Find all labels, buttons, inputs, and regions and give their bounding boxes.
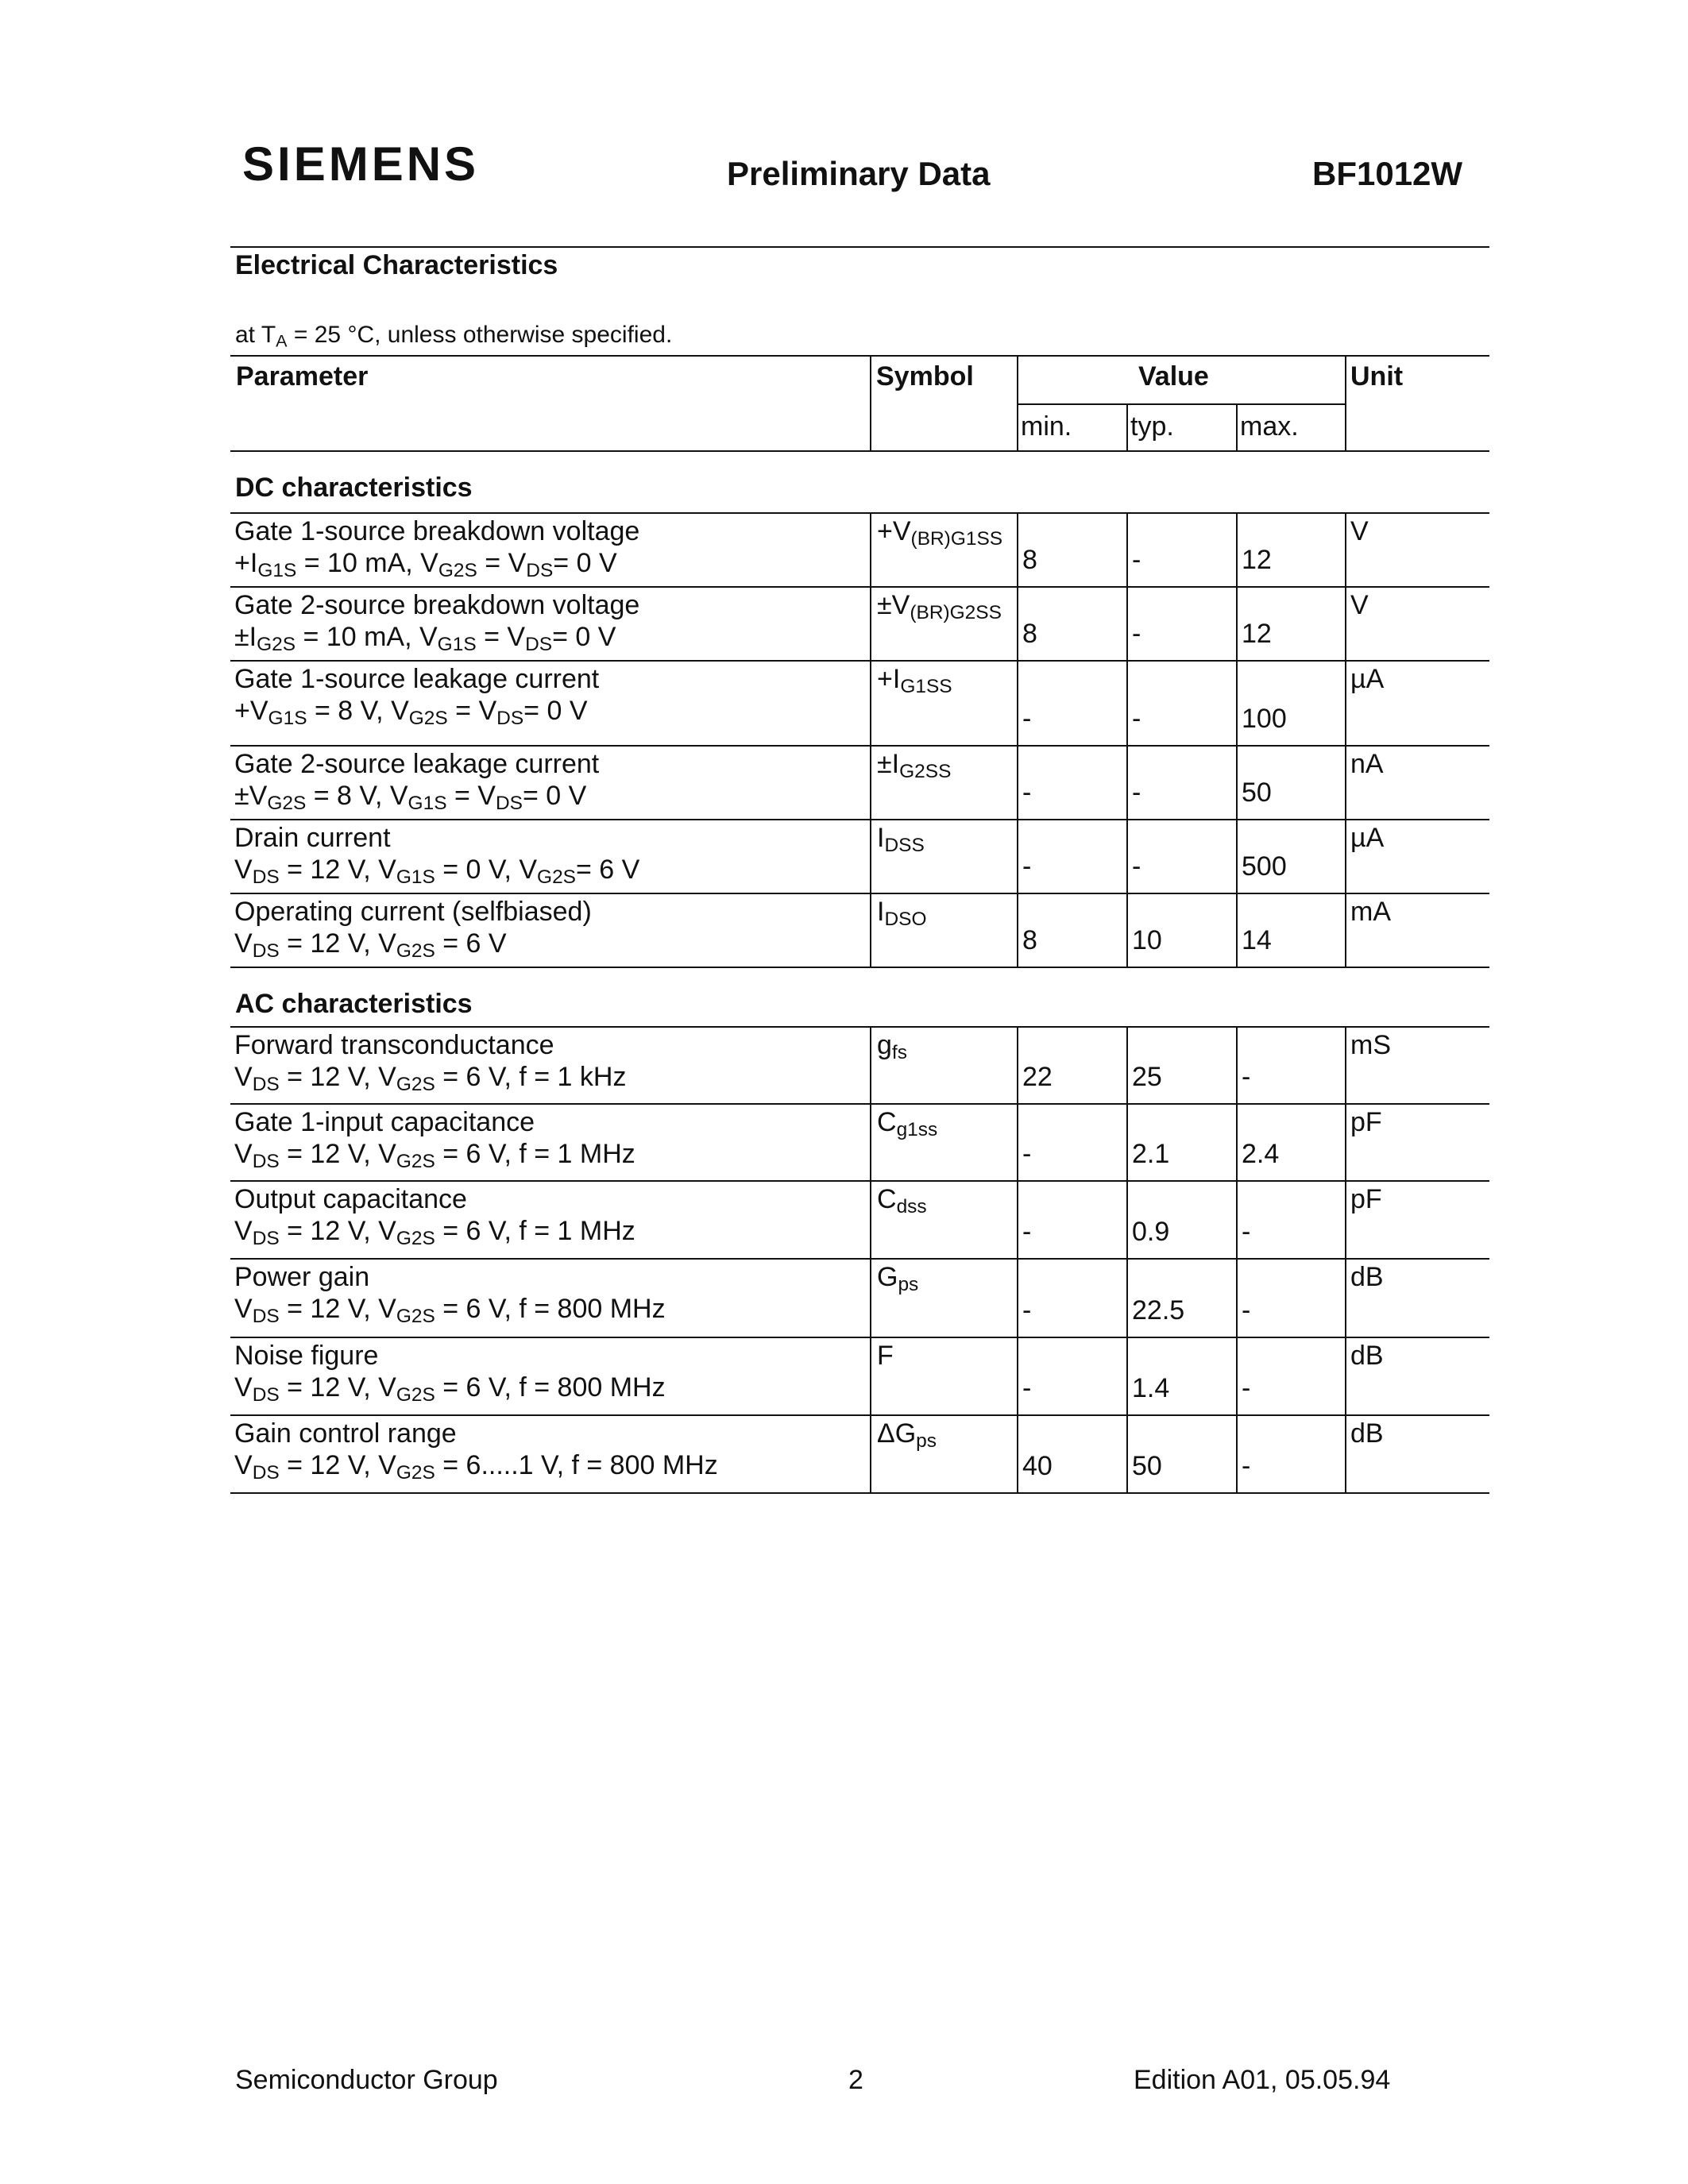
ac-row-param-condition: $V_{DS} = 12$ V, $V_{G2S} = 6$ V, f = 800 MHz bbox=[234, 1294, 666, 1328]
ac-row-value-typ: 1.4 bbox=[1132, 1373, 1170, 1403]
ac-row-value-min: - bbox=[1022, 1139, 1032, 1169]
table-column-rule bbox=[1126, 403, 1128, 450]
ac-row-symbol: $C_{g1ss}$ bbox=[877, 1107, 938, 1141]
table-column-rule bbox=[1236, 1103, 1238, 1180]
ac-row-param-condition: $V_{DS} = 12$ V, $V_{G2S} = 6$ V, f = 1 MHz bbox=[234, 1216, 635, 1250]
table-column-rule bbox=[1126, 1180, 1128, 1258]
table-column-rule bbox=[1236, 1026, 1238, 1103]
header-bottom-rule bbox=[230, 450, 1489, 452]
dc-row-param-condition: $+I_{G1S} = 10$ mA, $V_{G2S} = V_{DS}= 0$ V bbox=[234, 548, 617, 582]
table-column-rule bbox=[1345, 1414, 1346, 1492]
header-rule bbox=[230, 246, 1489, 248]
ac-section-title: AC characteristics bbox=[235, 989, 473, 1019]
dc-row-value-max: 500 bbox=[1242, 851, 1287, 882]
table-column-rule bbox=[1236, 512, 1238, 586]
dc-row-param-name: Drain current bbox=[234, 823, 391, 853]
ac-row-param-name: Noise figure bbox=[234, 1341, 379, 1371]
table-column-rule bbox=[1126, 745, 1128, 819]
ac-row-value-max: - bbox=[1242, 1295, 1251, 1325]
ac-row-symbol: F bbox=[877, 1341, 894, 1371]
dc-row-param-name: Gate 2-source leakage current bbox=[234, 749, 600, 779]
footer-page-number: 2 bbox=[848, 2065, 863, 2095]
dc-row-value-typ: - bbox=[1132, 545, 1141, 575]
ac-row-symbol: $G_{ps}$ bbox=[877, 1262, 919, 1296]
test-condition-note: at $T_A = 25$ °C, unless otherwise specified. bbox=[235, 322, 673, 351]
ac-row-value-max: 2.4 bbox=[1242, 1139, 1280, 1169]
dc-row-symbol: $I_{DSS}$ bbox=[877, 823, 925, 857]
table-column-rule bbox=[1345, 1180, 1346, 1258]
ac-row-row-rule bbox=[230, 1492, 1489, 1494]
table-column-rule bbox=[1017, 660, 1018, 745]
ac-row-row-rule bbox=[230, 1180, 1489, 1182]
dc-row-value-typ: - bbox=[1132, 778, 1141, 808]
dc-row-value-min: 8 bbox=[1022, 545, 1037, 575]
dc-row-param-condition: $V_{DS} = 12$ V, $V_{G1S} = 0$ V, $V_{G2S}= 6$ V bbox=[234, 855, 640, 889]
ac-row-param-condition: $V_{DS} = 12$ V, $V_{G2S} = 6$ V, f = 1 kHz bbox=[234, 1062, 627, 1096]
table-column-rule bbox=[1126, 586, 1128, 660]
ac-row-unit: dB bbox=[1350, 1418, 1384, 1449]
table-column-rule bbox=[1126, 1258, 1128, 1337]
ac-row-param-condition: $V_{DS} = 12$ V, $V_{G2S} = 6$ V, f = 1 MHz bbox=[234, 1139, 635, 1173]
dc-row-value-max: 12 bbox=[1242, 619, 1272, 649]
ac-row-value-min: 40 bbox=[1022, 1451, 1053, 1481]
table-column-rule bbox=[870, 745, 871, 819]
document-status-title: Preliminary Data bbox=[727, 155, 991, 192]
ac-row-unit: pF bbox=[1350, 1184, 1382, 1214]
dc-row-value-max: 50 bbox=[1242, 778, 1272, 808]
dc-row-param-name: Gate 1-source breakdown voltage bbox=[234, 516, 640, 546]
ac-row-value-max: - bbox=[1242, 1217, 1251, 1247]
dc-row-row-rule bbox=[230, 586, 1489, 588]
table-column-rule bbox=[1345, 1026, 1346, 1103]
table-column-rule bbox=[1017, 512, 1018, 586]
table-column-rule bbox=[1017, 1337, 1018, 1414]
dc-row-row-rule bbox=[230, 819, 1489, 820]
table-column-rule bbox=[1236, 1337, 1238, 1414]
dc-row-row-rule bbox=[230, 745, 1489, 747]
table-column-rule bbox=[1017, 1414, 1018, 1492]
table-column-rule bbox=[1345, 1337, 1346, 1414]
table-column-rule bbox=[1017, 1103, 1018, 1180]
dc-row-symbol: $+V_{(BR)G1SS}$ bbox=[877, 516, 1003, 550]
dc-row-value-max: 14 bbox=[1242, 925, 1272, 955]
table-column-rule bbox=[1017, 1258, 1018, 1337]
ac-row-value-min: - bbox=[1022, 1373, 1032, 1403]
table-column-rule bbox=[1345, 660, 1346, 745]
dc-row-value-min: 8 bbox=[1022, 619, 1037, 649]
table-column-rule bbox=[870, 1026, 871, 1103]
table-column-rule bbox=[870, 1414, 871, 1492]
ac-row-param-name: Power gain bbox=[234, 1262, 370, 1292]
section-title: Electrical Characteristics bbox=[235, 250, 558, 280]
table-column-rule bbox=[870, 1258, 871, 1337]
table-column-rule bbox=[1126, 512, 1128, 586]
dc-row-value-max: 100 bbox=[1242, 704, 1287, 734]
header-max: max. bbox=[1240, 411, 1299, 442]
header-unit: Unit bbox=[1350, 361, 1404, 392]
table-column-rule bbox=[870, 660, 871, 745]
ac-row-value-max: - bbox=[1242, 1451, 1251, 1481]
table-column-rule bbox=[1236, 586, 1238, 660]
table-column-rule bbox=[1017, 819, 1018, 893]
ac-row-symbol: $\Delta G_{ps}$ bbox=[877, 1418, 937, 1453]
dc-row-value-min: - bbox=[1022, 778, 1032, 808]
table-column-rule bbox=[1126, 1103, 1128, 1180]
dc-row-unit: V bbox=[1350, 516, 1369, 546]
dc-row-unit: V bbox=[1350, 590, 1369, 620]
ac-row-value-min: - bbox=[1022, 1217, 1032, 1247]
dc-row-top-rule bbox=[230, 512, 1489, 514]
ac-row-param-name: Gate 1-input capacitance bbox=[234, 1107, 535, 1137]
ac-row-param-name: Forward transconductance bbox=[234, 1030, 554, 1060]
table-column-rule bbox=[1126, 1414, 1128, 1492]
siemens-logo: SIEMENS bbox=[242, 137, 480, 191]
dc-row-param-name: Operating current (selfbiased) bbox=[234, 897, 592, 927]
header-value: Value bbox=[1138, 361, 1209, 392]
table-column-rule bbox=[1126, 819, 1128, 893]
dc-row-value-min: - bbox=[1022, 851, 1032, 882]
footer-edition: Edition A01, 05.05.94 bbox=[1134, 2065, 1391, 2095]
table-column-rule bbox=[1345, 745, 1346, 819]
table-column-rule bbox=[1236, 1180, 1238, 1258]
ac-row-row-rule bbox=[230, 1414, 1489, 1416]
table-top-rule bbox=[230, 355, 1489, 357]
ac-row-param-name: Output capacitance bbox=[234, 1184, 467, 1214]
table-column-rule bbox=[870, 893, 871, 967]
dc-row-symbol: $+I_{G1SS}$ bbox=[877, 664, 952, 698]
dc-row-param-condition: $+V_{G1S} = 8$ V, $V_{G2S} = V_{DS}= 0$ V bbox=[234, 696, 588, 730]
part-number: BF1012W bbox=[1312, 155, 1463, 192]
table-column-rule bbox=[1017, 893, 1018, 967]
table-column-rule bbox=[1236, 1414, 1238, 1492]
ac-row-value-typ: 0.9 bbox=[1132, 1217, 1170, 1247]
table-column-rule bbox=[1126, 893, 1128, 967]
dc-row-unit: µA bbox=[1350, 823, 1385, 853]
table-column-rule bbox=[870, 1337, 871, 1414]
table-column-rule bbox=[1345, 586, 1346, 660]
table-column-rule bbox=[1345, 819, 1346, 893]
dc-row-param-name: Gate 2-source breakdown voltage bbox=[234, 590, 640, 620]
dc-row-value-min: 8 bbox=[1022, 925, 1037, 955]
ac-row-param-condition: $V_{DS} = 12$ V, $V_{G2S} = 6$ V, f = 800 MHz bbox=[234, 1372, 666, 1406]
ac-row-unit: mS bbox=[1350, 1030, 1391, 1060]
header-typ: typ. bbox=[1130, 411, 1174, 442]
dc-row-row-rule bbox=[230, 967, 1489, 968]
header-symbol: Symbol bbox=[876, 361, 974, 392]
ac-row-symbol: $g_{fs}$ bbox=[877, 1030, 907, 1064]
table-column-rule bbox=[1236, 819, 1238, 893]
ac-row-param-name: Gain control range bbox=[234, 1418, 457, 1449]
table-column-rule bbox=[1236, 745, 1238, 819]
ac-row-param-condition: $V_{DS} = 12$ V, $V_{G2S} = 6.....1$ V, f = 800 MHz bbox=[234, 1450, 718, 1484]
table-column-rule bbox=[1017, 1180, 1018, 1258]
dc-row-value-typ: - bbox=[1132, 619, 1141, 649]
value-subheader-rule bbox=[1017, 403, 1345, 405]
table-column-rule bbox=[1236, 660, 1238, 745]
table-column-rule bbox=[870, 512, 871, 586]
ac-row-value-min: - bbox=[1022, 1295, 1032, 1325]
table-column-rule bbox=[1236, 1258, 1238, 1337]
dc-row-value-typ: 10 bbox=[1132, 925, 1162, 955]
dc-row-unit: µA bbox=[1350, 664, 1385, 694]
ac-row-value-typ: 2.1 bbox=[1132, 1139, 1170, 1169]
ac-row-row-rule bbox=[230, 1337, 1489, 1338]
table-column-rule bbox=[1345, 355, 1346, 450]
dc-row-param-condition: $V_{DS} = 12$ V, $V_{G2S} = 6$ V bbox=[234, 928, 507, 963]
table-column-rule bbox=[1345, 1258, 1346, 1337]
dc-row-unit: nA bbox=[1350, 749, 1384, 779]
dc-row-param-condition: $\pm V_{G2S} = 8$ V, $V_{G1S} = V_{DS}= 0$ V bbox=[234, 781, 587, 815]
table-column-rule bbox=[870, 355, 871, 450]
ac-row-value-min: 22 bbox=[1022, 1062, 1053, 1092]
table-column-rule bbox=[1017, 745, 1018, 819]
header-parameter: Parameter bbox=[236, 361, 369, 392]
dc-row-symbol: $\pm I_{G2SS}$ bbox=[877, 749, 952, 783]
table-column-rule bbox=[1017, 586, 1018, 660]
table-column-rule bbox=[1126, 1026, 1128, 1103]
dc-row-value-typ: - bbox=[1132, 704, 1141, 734]
ac-row-unit: pF bbox=[1350, 1107, 1382, 1137]
table-column-rule bbox=[1017, 1026, 1018, 1103]
dc-row-unit: mA bbox=[1350, 897, 1391, 927]
ac-row-value-max: - bbox=[1242, 1062, 1251, 1092]
dc-row-symbol: $I_{DSO}$ bbox=[877, 897, 927, 931]
table-column-rule bbox=[870, 1180, 871, 1258]
dc-section-title: DC characteristics bbox=[235, 473, 473, 503]
ac-row-unit: dB bbox=[1350, 1341, 1384, 1371]
ac-row-value-max: - bbox=[1242, 1373, 1251, 1403]
ac-row-top-rule bbox=[230, 1026, 1489, 1028]
dc-row-row-rule bbox=[230, 893, 1489, 894]
table-column-rule bbox=[870, 586, 871, 660]
dc-row-value-min: - bbox=[1022, 704, 1032, 734]
table-column-rule bbox=[1126, 1337, 1128, 1414]
ac-row-symbol: $C_{dss}$ bbox=[877, 1184, 927, 1218]
dc-row-value-typ: - bbox=[1132, 851, 1141, 882]
header-min: min. bbox=[1021, 411, 1072, 442]
table-column-rule bbox=[1236, 403, 1238, 450]
table-column-rule bbox=[870, 819, 871, 893]
ac-row-row-rule bbox=[230, 1103, 1489, 1105]
table-column-rule bbox=[1345, 1103, 1346, 1180]
dc-row-param-condition: $\pm I_{G2S} = 10$ mA, $V_{G1S} = V_{DS}= 0$ V bbox=[234, 622, 616, 656]
dc-row-value-max: 12 bbox=[1242, 545, 1272, 575]
ac-row-value-typ: 25 bbox=[1132, 1062, 1162, 1092]
ac-row-value-typ: 50 bbox=[1132, 1451, 1162, 1481]
dc-row-row-rule bbox=[230, 660, 1489, 662]
table-column-rule bbox=[1236, 893, 1238, 967]
table-column-rule bbox=[1017, 355, 1018, 450]
table-column-rule bbox=[870, 1103, 871, 1180]
table-column-rule bbox=[1126, 660, 1128, 745]
ac-row-unit: dB bbox=[1350, 1262, 1384, 1292]
footer-company: Semiconductor Group bbox=[235, 2065, 498, 2095]
table-column-rule bbox=[1345, 893, 1346, 967]
dc-row-param-name: Gate 1-source leakage current bbox=[234, 664, 600, 694]
ac-row-row-rule bbox=[230, 1258, 1489, 1260]
dc-row-symbol: $\pm V_{(BR)G2SS}$ bbox=[877, 590, 1002, 624]
ac-row-value-typ: 22.5 bbox=[1132, 1295, 1185, 1325]
table-column-rule bbox=[1345, 512, 1346, 586]
